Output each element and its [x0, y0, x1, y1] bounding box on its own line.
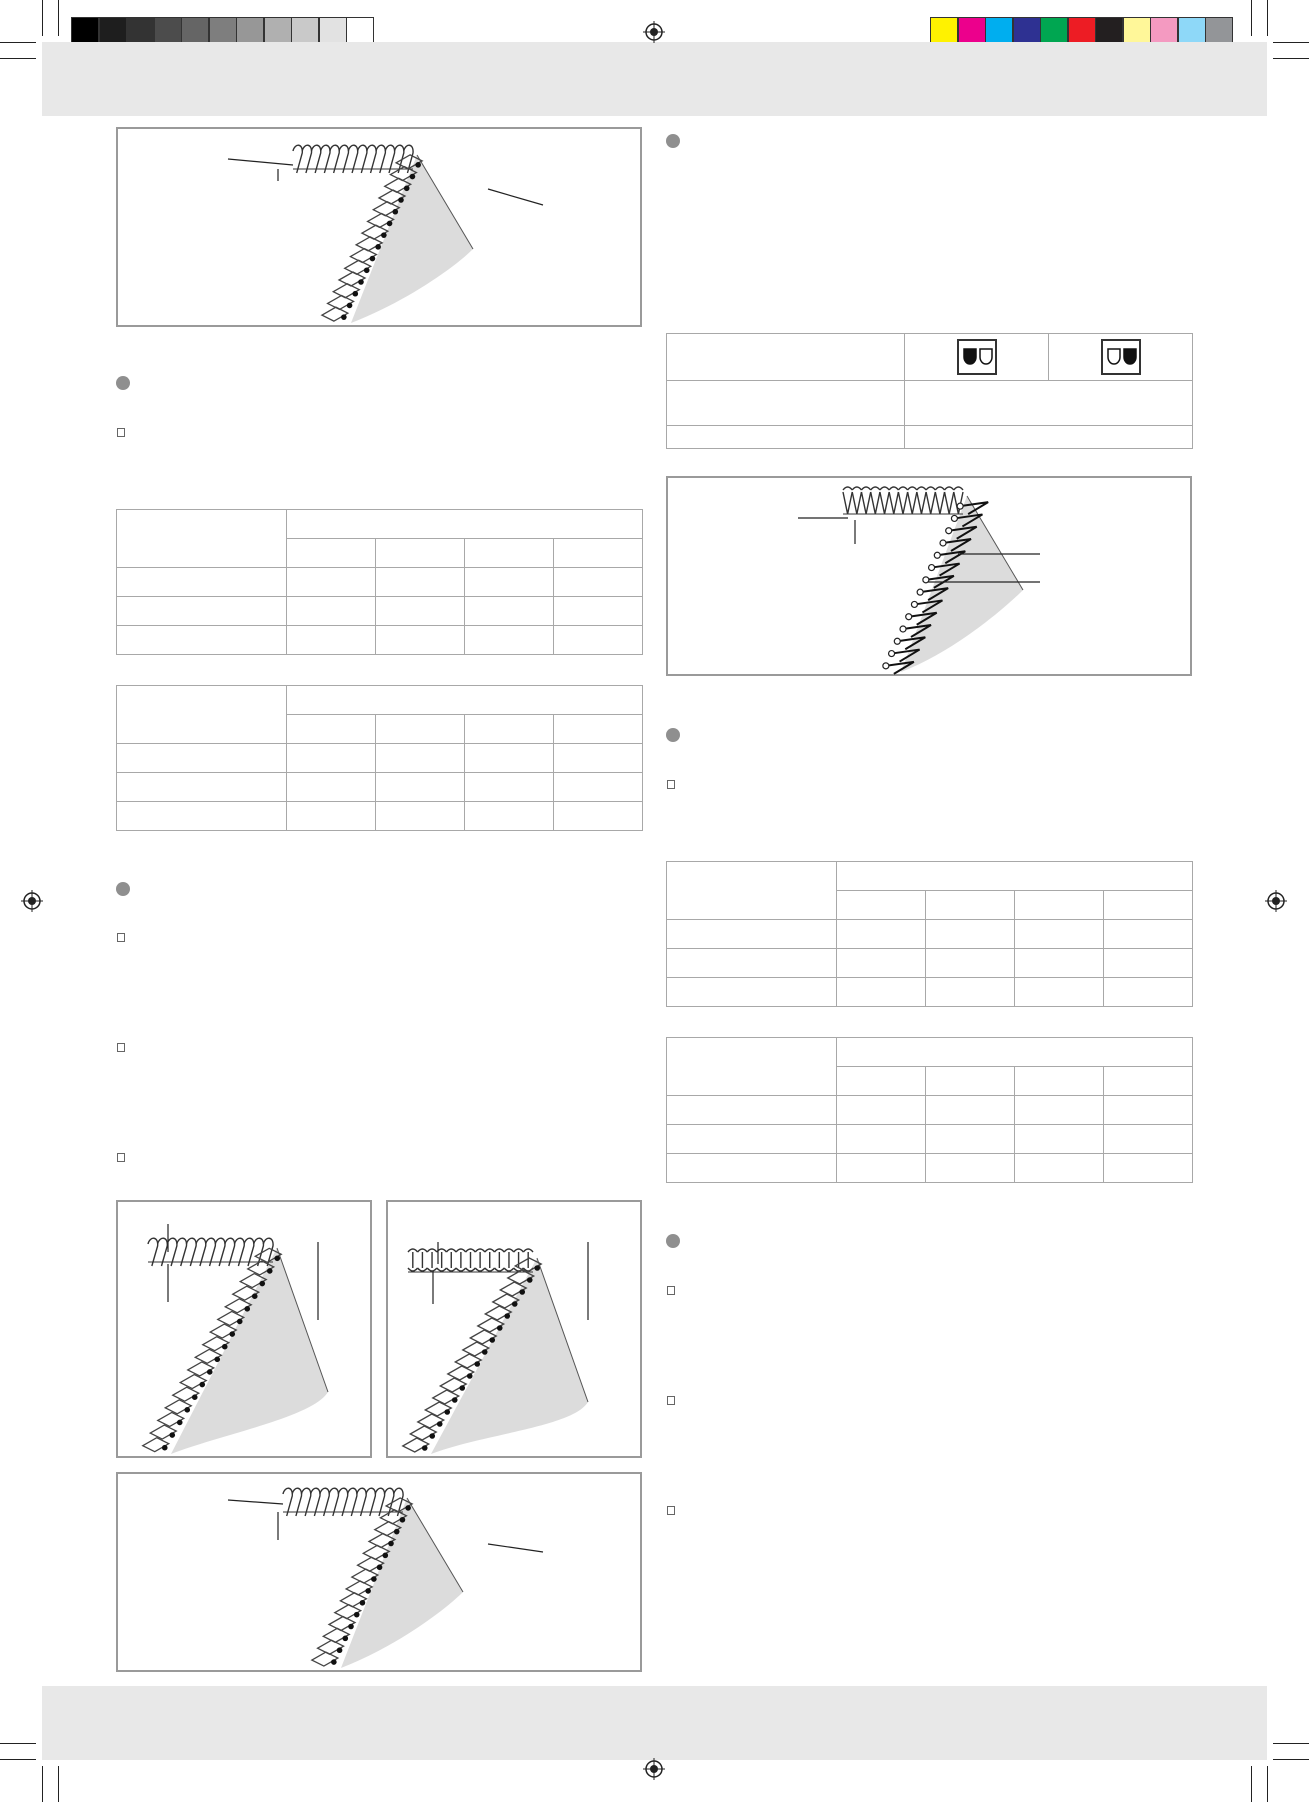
table-cell — [465, 626, 554, 655]
table-row — [117, 568, 643, 597]
color-swatch — [958, 17, 986, 45]
table-column-header — [465, 715, 554, 744]
table-row — [117, 597, 643, 626]
stitch-knot — [331, 1659, 337, 1665]
stitch-knot — [405, 1505, 411, 1511]
selector-dial-cell — [905, 334, 1049, 381]
settings-table — [116, 685, 643, 831]
stitch-knot — [404, 185, 410, 191]
table-cell — [465, 568, 554, 597]
color-swatch — [264, 17, 292, 45]
color-swatch — [291, 17, 319, 45]
flatlock-stitch-diagram-icon — [668, 478, 1194, 678]
stitch-loop — [446, 1249, 456, 1271]
section-bullet — [116, 376, 130, 390]
table-cell — [1104, 1125, 1193, 1154]
stitch-loop — [418, 1249, 428, 1271]
crop-mark — [0, 1743, 36, 1744]
table-cell — [376, 773, 465, 802]
color-swatch — [236, 17, 264, 45]
leader-line — [488, 1544, 543, 1552]
stitch-loop — [475, 1249, 485, 1271]
table-cell — [287, 802, 376, 831]
stitch-loop — [935, 487, 944, 514]
crop-mark — [1267, 1766, 1268, 1802]
registration-mark-icon — [21, 890, 43, 912]
stitch-knot — [237, 1319, 243, 1325]
stitch-loop — [408, 1249, 418, 1271]
crop-mark — [0, 42, 36, 43]
table-cell — [1015, 949, 1104, 978]
table-column-header — [287, 715, 376, 744]
stitch-loop — [954, 487, 963, 514]
stitch-knot — [957, 503, 963, 509]
leader-line — [228, 1500, 283, 1504]
selector-label-cell — [667, 381, 905, 426]
table-column-header — [376, 539, 465, 568]
color-swatch — [1205, 17, 1233, 45]
table-cell — [287, 568, 376, 597]
crop-mark — [42, 0, 43, 36]
color-swatch — [1068, 17, 1096, 45]
stitch-knot — [894, 638, 900, 644]
color-swatch — [1123, 17, 1151, 45]
table-column-header — [837, 891, 926, 920]
stitch-knot — [444, 1409, 450, 1415]
color-swatch — [1178, 17, 1206, 45]
table-cell — [926, 1154, 1015, 1183]
crop-mark — [1273, 58, 1309, 59]
stitch-knot — [267, 1268, 273, 1274]
stitch-knot — [370, 256, 376, 262]
table-row — [117, 802, 643, 831]
stitch-knot — [900, 626, 906, 632]
stitch-drawing — [843, 487, 1023, 674]
color-swatch — [930, 17, 958, 45]
table-row — [117, 773, 643, 802]
stitch-knot — [354, 1612, 360, 1618]
color-swatch — [319, 17, 347, 45]
table-row — [117, 626, 643, 655]
color-swatch — [1040, 17, 1068, 45]
stitch-knot — [452, 1397, 458, 1403]
stitch-knot — [410, 174, 416, 180]
stitch-knot — [341, 314, 347, 320]
table-cell — [376, 744, 465, 773]
crop-mark — [1251, 0, 1252, 36]
table-cell — [926, 949, 1015, 978]
table-cell — [926, 920, 1015, 949]
table-column-header — [554, 539, 643, 568]
registration-mark-icon — [643, 21, 665, 43]
overlock-stitch-figure — [116, 127, 642, 327]
table-cell — [926, 1096, 1015, 1125]
table-column-header — [1015, 891, 1104, 920]
table-row-label — [667, 1125, 837, 1154]
color-swatch — [1095, 17, 1123, 45]
stitch-knot — [169, 1432, 175, 1438]
color-swatch — [181, 17, 209, 45]
table-cell — [287, 626, 376, 655]
stitch-knot — [929, 565, 935, 571]
stitch-knot — [162, 1445, 168, 1451]
table-cell — [376, 568, 465, 597]
table-row-label — [117, 597, 287, 626]
checkbox-marker — [667, 1286, 675, 1295]
table-row-label — [117, 744, 287, 773]
selector-dial-cell — [1049, 334, 1193, 381]
color-swatch — [1150, 17, 1178, 45]
table-row-label — [117, 802, 287, 831]
stitch-knot — [459, 1385, 465, 1391]
table-column-header — [837, 1067, 926, 1096]
header-band — [42, 42, 1267, 116]
table-cell — [837, 1154, 926, 1183]
color-swatch — [1013, 17, 1041, 45]
stitch-knot — [377, 1564, 383, 1570]
stitch-loop — [466, 1249, 476, 1271]
stitch-loop — [908, 487, 917, 514]
table-row — [667, 978, 1193, 1007]
table-header-label — [667, 1038, 837, 1096]
table-row — [667, 1125, 1193, 1154]
stitch-knot — [400, 1517, 406, 1523]
table-cell — [1104, 978, 1193, 1007]
table-column-header — [1104, 891, 1193, 920]
stitch-knot — [519, 1289, 525, 1295]
table-cell — [926, 978, 1015, 1007]
table-header-group — [287, 510, 643, 539]
right-needle-dial-icon — [1101, 339, 1141, 375]
stitch-knot — [244, 1306, 250, 1312]
color-swatch — [71, 17, 99, 45]
table-cell — [1104, 920, 1193, 949]
stitch-knot — [923, 577, 929, 583]
table-cell — [287, 744, 376, 773]
stitch-loop — [880, 487, 889, 514]
table-cell — [376, 802, 465, 831]
stitch-knot — [207, 1369, 213, 1375]
checkbox-marker — [117, 428, 125, 437]
stitch-knot — [392, 209, 398, 215]
stitch-knot — [951, 515, 957, 521]
stitch-drawing — [403, 1249, 588, 1454]
selector-value-cell — [905, 381, 1193, 426]
table-column-header — [926, 891, 1015, 920]
table-cell — [376, 597, 465, 626]
table-cell — [554, 568, 643, 597]
table-row — [667, 1154, 1193, 1183]
table-cell — [287, 773, 376, 802]
stitch-knot — [382, 1553, 388, 1559]
table-column-header — [1104, 1067, 1193, 1096]
overlock-stitch-diagram-icon — [118, 1474, 644, 1674]
table-cell — [1015, 1096, 1104, 1125]
crop-mark — [42, 1766, 43, 1802]
checkbox-marker — [667, 1396, 675, 1405]
table-cell — [837, 949, 926, 978]
stitch-knot — [906, 614, 912, 620]
section-bullet — [666, 134, 680, 148]
table-cell — [554, 773, 643, 802]
stitch-knot — [337, 1647, 343, 1653]
table-row-label — [667, 1096, 837, 1125]
table-cell — [837, 1096, 926, 1125]
crop-mark — [58, 1766, 59, 1802]
fabric-shading — [431, 1258, 588, 1454]
stitch-knot — [352, 291, 358, 297]
stitch-loop — [898, 487, 907, 514]
crop-mark — [1273, 42, 1309, 43]
selector-label-cell — [667, 426, 905, 449]
table-cell — [1015, 1154, 1104, 1183]
table-cell — [376, 626, 465, 655]
table-row-label — [117, 773, 287, 802]
stitch-knot — [364, 267, 370, 273]
table-cell — [926, 1125, 1015, 1154]
stitch-knot — [177, 1420, 183, 1426]
stitch-knot — [222, 1344, 228, 1350]
table-cell — [465, 744, 554, 773]
stitch-loop — [871, 487, 880, 514]
table-row — [667, 920, 1193, 949]
checkbox-marker — [117, 1043, 125, 1052]
stitch-knot — [946, 528, 952, 534]
crop-mark — [1273, 1743, 1309, 1744]
table-column-header — [287, 539, 376, 568]
stitch-knot — [184, 1407, 190, 1413]
stitch-knot — [534, 1265, 540, 1271]
section-bullet — [666, 1234, 680, 1248]
stitch-knot — [940, 540, 946, 546]
table-header-label — [667, 862, 837, 920]
table-cell — [465, 773, 554, 802]
table-cell — [554, 597, 643, 626]
stitch-knot — [497, 1325, 503, 1331]
stitch-knot — [358, 279, 364, 285]
table-cell — [554, 802, 643, 831]
stitch-knot — [381, 232, 387, 238]
stitch-knot — [889, 651, 895, 657]
checkbox-marker — [117, 933, 125, 942]
stitch-knot — [387, 221, 393, 227]
stitch-knot — [394, 1529, 400, 1535]
overlock-stitch-diagram-icon — [388, 1202, 644, 1460]
table-cell — [1015, 920, 1104, 949]
stitch-knot — [934, 552, 940, 558]
crop-mark — [0, 58, 36, 59]
settings-table — [666, 861, 1193, 1007]
stitch-knot — [429, 1433, 435, 1439]
table-cell — [1104, 1096, 1193, 1125]
table-row — [667, 1096, 1193, 1125]
table-cell — [1015, 978, 1104, 1007]
selector-label-cell — [667, 334, 905, 381]
stitch-loop — [926, 487, 935, 514]
stitch-knot — [504, 1313, 510, 1319]
table-row — [667, 949, 1193, 978]
color-swatch — [209, 17, 237, 45]
stitch-knot — [375, 244, 381, 250]
stitch-knot — [437, 1421, 443, 1427]
checkbox-marker — [667, 1506, 675, 1515]
crop-mark — [0, 1759, 36, 1760]
table-row-label — [667, 1154, 837, 1183]
stitch-knot — [365, 1588, 371, 1594]
table-cell — [554, 744, 643, 773]
color-swatch — [99, 17, 127, 45]
footer-band — [42, 1686, 1267, 1760]
stitch-knot — [422, 1445, 428, 1451]
table-column-header — [1015, 1067, 1104, 1096]
table-cell — [1104, 949, 1193, 978]
stitch-knot — [911, 601, 917, 607]
stitch-knot — [360, 1600, 366, 1606]
table-cell — [465, 802, 554, 831]
table-column-header — [926, 1067, 1015, 1096]
fabric-shading — [341, 1498, 463, 1668]
settings-table — [116, 509, 643, 655]
table-row-label — [667, 978, 837, 1007]
stitch-knot — [527, 1277, 533, 1283]
stitch-loop — [861, 487, 870, 514]
stitch-knot — [388, 1541, 394, 1547]
fabric-shading — [351, 155, 473, 323]
table-row-label — [117, 568, 287, 597]
stitch-knot — [398, 197, 404, 203]
registration-mark-icon — [643, 1758, 665, 1780]
stitch-knot — [347, 303, 353, 309]
table-column-header — [465, 539, 554, 568]
overlock-stitch-figure — [116, 1200, 372, 1458]
stitch-knot — [199, 1382, 205, 1388]
fabric-shading — [171, 1248, 328, 1454]
section-bullet — [666, 728, 680, 742]
stitch-loop — [852, 487, 861, 514]
crop-mark — [58, 0, 59, 36]
color-swatch — [985, 17, 1013, 45]
checkbox-marker — [117, 1153, 125, 1162]
table-cell — [287, 597, 376, 626]
stitch-loop — [427, 1249, 437, 1271]
stitch-knot — [467, 1373, 473, 1379]
needle-selector-table — [666, 333, 1193, 449]
table-header-group — [287, 686, 643, 715]
selector-value-cell — [905, 426, 1193, 449]
table-header-label — [117, 686, 287, 744]
table-header-group — [837, 862, 1193, 891]
table-cell — [837, 1125, 926, 1154]
crop-mark — [1273, 1759, 1309, 1760]
stitch-loop — [456, 1249, 466, 1271]
overlock-stitch-figure — [116, 1472, 642, 1672]
table-column-header — [376, 715, 465, 744]
stitch-loop — [843, 487, 852, 514]
stitch-knot — [371, 1576, 377, 1582]
left-needle-dial-icon — [957, 339, 997, 375]
table-column-header — [554, 715, 643, 744]
flatlock-stitch-figure — [666, 476, 1192, 676]
settings-table — [666, 1037, 1193, 1183]
stitch-knot — [415, 162, 421, 168]
stitch-drawing — [143, 1238, 328, 1454]
crop-mark — [1251, 1766, 1252, 1802]
table-cell — [554, 626, 643, 655]
color-swatch — [154, 17, 182, 45]
stitch-knot — [348, 1624, 354, 1630]
stitch-knot — [274, 1256, 280, 1262]
checkbox-marker — [667, 780, 675, 789]
stitch-drawing — [293, 145, 473, 323]
stitch-loop — [889, 487, 898, 514]
overlock-stitch-diagram-icon — [118, 129, 644, 329]
stitch-knot — [917, 589, 923, 595]
leader-line — [488, 189, 543, 205]
section-bullet — [116, 882, 130, 896]
stitch-loop — [485, 1249, 495, 1271]
stitch-knot — [229, 1331, 235, 1337]
crop-mark — [1267, 0, 1268, 36]
color-swatch — [346, 17, 374, 45]
stitch-drawing — [283, 1488, 463, 1668]
stitch-knot — [259, 1281, 265, 1287]
table-row-label — [667, 920, 837, 949]
stitch-knot — [474, 1361, 480, 1367]
stitch-loop — [945, 487, 954, 514]
stitch-knot — [512, 1301, 518, 1307]
table-cell — [837, 920, 926, 949]
stitch-loop — [504, 1249, 514, 1271]
table-cell — [465, 597, 554, 626]
stitch-knot — [214, 1357, 220, 1363]
registration-mark-icon — [1265, 890, 1287, 912]
overlock-stitch-diagram-icon — [118, 1202, 374, 1460]
stitch-knot — [252, 1293, 258, 1299]
fabric-shading — [901, 496, 1023, 672]
stitch-knot — [883, 663, 889, 669]
leader-line — [228, 159, 293, 165]
table-header-label — [117, 510, 287, 568]
stitch-loop — [495, 1249, 505, 1271]
table-cell — [1104, 1154, 1193, 1183]
stitch-knot — [482, 1349, 488, 1355]
table-row-label — [117, 626, 287, 655]
stitch-loop — [917, 487, 926, 514]
table-cell — [1015, 1125, 1104, 1154]
stitch-knot — [489, 1337, 495, 1343]
overlock-stitch-figure — [386, 1200, 642, 1458]
stitch-knot — [342, 1636, 348, 1642]
color-swatch — [126, 17, 154, 45]
table-cell — [837, 978, 926, 1007]
stitch-knot — [192, 1394, 198, 1400]
table-row-label — [667, 949, 837, 978]
table-header-group — [837, 1038, 1193, 1067]
table-row — [117, 744, 643, 773]
